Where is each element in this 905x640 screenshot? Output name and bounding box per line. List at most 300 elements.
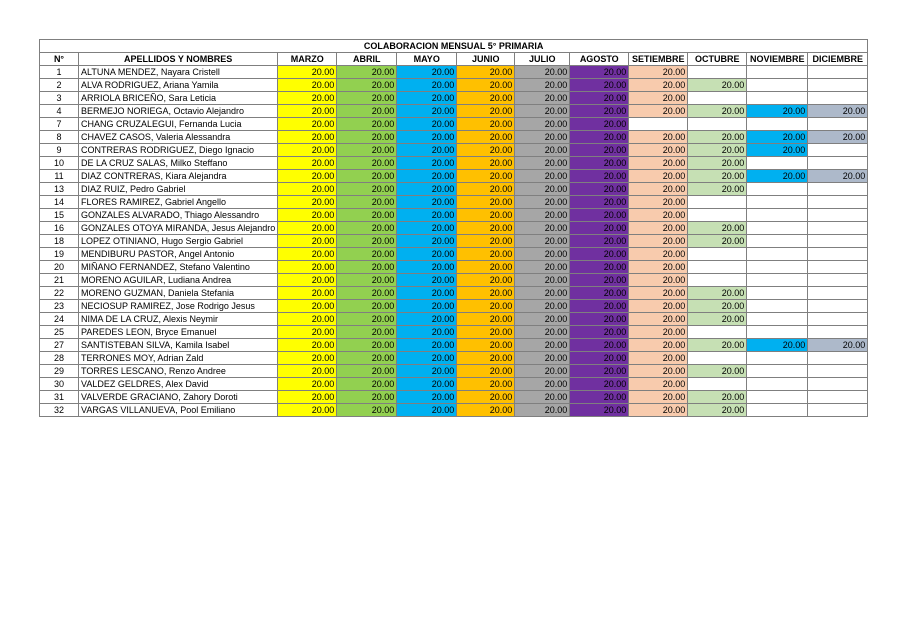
- payment-cell-setiembre[interactable]: 20.00: [629, 92, 688, 105]
- payment-cell-marzo[interactable]: 20.00: [278, 313, 337, 326]
- student-name-cell[interactable]: ARRIOLA BRICEÑO, Sara Leticia: [79, 92, 278, 105]
- payment-cell-julio[interactable]: 20.00: [515, 92, 570, 105]
- payment-cell-setiembre[interactable]: 20.00: [629, 404, 688, 417]
- payment-cell-octubre[interactable]: [688, 196, 747, 209]
- payment-cell-diciembre[interactable]: [808, 391, 868, 404]
- payment-cell-octubre[interactable]: 20.00: [688, 105, 747, 118]
- row-number-cell[interactable]: 16: [40, 222, 79, 235]
- payment-cell-junio[interactable]: 20.00: [457, 170, 515, 183]
- payment-cell-junio[interactable]: 20.00: [457, 66, 515, 79]
- row-number-cell[interactable]: 24: [40, 313, 79, 326]
- payment-cell-julio[interactable]: 20.00: [515, 274, 570, 287]
- payment-cell-agosto[interactable]: 20.00: [570, 157, 629, 170]
- student-name-cell[interactable]: CHAVEZ CASOS, Valeria Alessandra: [79, 131, 278, 144]
- payment-cell-setiembre[interactable]: 20.00: [629, 339, 688, 352]
- payment-cell-diciembre[interactable]: [808, 300, 868, 313]
- payment-cell-setiembre[interactable]: 20.00: [629, 235, 688, 248]
- payment-cell-noviembre[interactable]: [747, 183, 808, 196]
- payment-cell-setiembre[interactable]: 20.00: [629, 183, 688, 196]
- payment-cell-abril[interactable]: 20.00: [337, 404, 397, 417]
- payment-cell-mayo[interactable]: 20.00: [397, 79, 457, 92]
- payment-cell-octubre[interactable]: [688, 92, 747, 105]
- payment-cell-diciembre[interactable]: [808, 235, 868, 248]
- payment-cell-noviembre[interactable]: [747, 157, 808, 170]
- payment-cell-junio[interactable]: 20.00: [457, 313, 515, 326]
- payment-cell-noviembre[interactable]: [747, 261, 808, 274]
- payment-cell-mayo[interactable]: 20.00: [397, 66, 457, 79]
- payment-cell-agosto[interactable]: 20.00: [570, 339, 629, 352]
- payment-cell-abril[interactable]: 20.00: [337, 391, 397, 404]
- student-name-cell[interactable]: PAREDES LEON, Bryce Emanuel: [79, 326, 278, 339]
- payment-cell-julio[interactable]: 20.00: [515, 404, 570, 417]
- payment-cell-agosto[interactable]: 20.00: [570, 170, 629, 183]
- payment-cell-octubre[interactable]: 20.00: [688, 235, 747, 248]
- payment-cell-junio[interactable]: 20.00: [457, 287, 515, 300]
- payment-cell-mayo[interactable]: 20.00: [397, 183, 457, 196]
- payment-cell-mayo[interactable]: 20.00: [397, 248, 457, 261]
- payment-cell-junio[interactable]: 20.00: [457, 352, 515, 365]
- payment-cell-setiembre[interactable]: 20.00: [629, 144, 688, 157]
- student-name-cell[interactable]: VALVERDE GRACIANO, Zahory Doroti: [79, 391, 278, 404]
- payment-cell-diciembre[interactable]: [808, 196, 868, 209]
- payment-cell-marzo[interactable]: 20.00: [278, 79, 337, 92]
- payment-cell-junio[interactable]: 20.00: [457, 92, 515, 105]
- payment-cell-julio[interactable]: 20.00: [515, 209, 570, 222]
- student-name-cell[interactable]: DIAZ CONTRERAS, Kiara Alejandra: [79, 170, 278, 183]
- payment-cell-noviembre[interactable]: [747, 313, 808, 326]
- row-number-cell[interactable]: 23: [40, 300, 79, 313]
- payment-cell-julio[interactable]: 20.00: [515, 66, 570, 79]
- payment-cell-agosto[interactable]: 20.00: [570, 209, 629, 222]
- payment-cell-octubre[interactable]: [688, 352, 747, 365]
- payment-cell-julio[interactable]: 20.00: [515, 300, 570, 313]
- row-number-cell[interactable]: 31: [40, 391, 79, 404]
- payment-cell-noviembre[interactable]: [747, 365, 808, 378]
- payment-cell-octubre[interactable]: [688, 66, 747, 79]
- payment-cell-julio[interactable]: 20.00: [515, 183, 570, 196]
- payment-cell-abril[interactable]: 20.00: [337, 105, 397, 118]
- row-number-cell[interactable]: 1: [40, 66, 79, 79]
- row-number-cell[interactable]: 13: [40, 183, 79, 196]
- payment-cell-abril[interactable]: 20.00: [337, 157, 397, 170]
- student-name-cell[interactable]: GONZALES ALVARADO, Thiago Alessandro: [79, 209, 278, 222]
- payment-cell-setiembre[interactable]: 20.00: [629, 157, 688, 170]
- payment-cell-noviembre[interactable]: [747, 287, 808, 300]
- row-number-cell[interactable]: 10: [40, 157, 79, 170]
- payment-cell-octubre[interactable]: [688, 378, 747, 391]
- payment-cell-octubre[interactable]: 20.00: [688, 300, 747, 313]
- payment-cell-junio[interactable]: 20.00: [457, 274, 515, 287]
- student-name-cell[interactable]: ALVA RODRIGUEZ, Ariana Yamila: [79, 79, 278, 92]
- payment-cell-julio[interactable]: 20.00: [515, 157, 570, 170]
- payment-cell-junio[interactable]: 20.00: [457, 183, 515, 196]
- payment-cell-noviembre[interactable]: [747, 79, 808, 92]
- payment-cell-julio[interactable]: 20.00: [515, 378, 570, 391]
- payment-cell-marzo[interactable]: 20.00: [278, 144, 337, 157]
- payment-cell-noviembre[interactable]: [747, 248, 808, 261]
- row-number-cell[interactable]: 29: [40, 365, 79, 378]
- payment-cell-abril[interactable]: 20.00: [337, 118, 397, 131]
- payment-cell-julio[interactable]: 20.00: [515, 131, 570, 144]
- payment-cell-junio[interactable]: 20.00: [457, 248, 515, 261]
- row-number-cell[interactable]: 9: [40, 144, 79, 157]
- payment-cell-noviembre[interactable]: [747, 235, 808, 248]
- payment-cell-marzo[interactable]: 20.00: [278, 105, 337, 118]
- payment-cell-abril[interactable]: 20.00: [337, 183, 397, 196]
- payment-cell-mayo[interactable]: 20.00: [397, 404, 457, 417]
- payment-cell-julio[interactable]: 20.00: [515, 170, 570, 183]
- payment-cell-noviembre[interactable]: [747, 326, 808, 339]
- student-name-cell[interactable]: TORRES LESCANO, Renzo Andree: [79, 365, 278, 378]
- payment-cell-diciembre[interactable]: [808, 209, 868, 222]
- payment-cell-junio[interactable]: 20.00: [457, 261, 515, 274]
- payment-cell-julio[interactable]: 20.00: [515, 391, 570, 404]
- payment-cell-octubre[interactable]: [688, 261, 747, 274]
- student-name-cell[interactable]: VALDEZ GELDRES, Alex David: [79, 378, 278, 391]
- payment-cell-julio[interactable]: 20.00: [515, 235, 570, 248]
- payment-cell-mayo[interactable]: 20.00: [397, 287, 457, 300]
- payment-cell-octubre[interactable]: 20.00: [688, 365, 747, 378]
- payment-cell-noviembre[interactable]: [747, 378, 808, 391]
- student-name-cell[interactable]: MORENO GUZMAN, Daniela Stefania: [79, 287, 278, 300]
- payment-cell-noviembre[interactable]: [747, 118, 808, 131]
- payment-cell-setiembre[interactable]: 20.00: [629, 313, 688, 326]
- payment-cell-agosto[interactable]: 20.00: [570, 131, 629, 144]
- payment-cell-agosto[interactable]: 20.00: [570, 79, 629, 92]
- payment-cell-marzo[interactable]: 20.00: [278, 404, 337, 417]
- payment-cell-agosto[interactable]: 20.00: [570, 183, 629, 196]
- row-number-cell[interactable]: 8: [40, 131, 79, 144]
- payment-cell-setiembre[interactable]: 20.00: [629, 352, 688, 365]
- payment-cell-abril[interactable]: 20.00: [337, 222, 397, 235]
- payment-cell-marzo[interactable]: 20.00: [278, 170, 337, 183]
- payment-cell-diciembre[interactable]: [808, 313, 868, 326]
- payment-cell-abril[interactable]: 20.00: [337, 339, 397, 352]
- payment-cell-setiembre[interactable]: 20.00: [629, 274, 688, 287]
- payment-cell-octubre[interactable]: 20.00: [688, 144, 747, 157]
- payment-cell-marzo[interactable]: 20.00: [278, 196, 337, 209]
- payment-cell-julio[interactable]: 20.00: [515, 326, 570, 339]
- row-number-cell[interactable]: 2: [40, 79, 79, 92]
- payment-cell-noviembre[interactable]: [747, 222, 808, 235]
- payment-cell-marzo[interactable]: 20.00: [278, 235, 337, 248]
- payment-cell-octubre[interactable]: 20.00: [688, 404, 747, 417]
- row-number-cell[interactable]: 7: [40, 118, 79, 131]
- payment-cell-setiembre[interactable]: 20.00: [629, 170, 688, 183]
- payment-cell-agosto[interactable]: 20.00: [570, 313, 629, 326]
- payment-cell-setiembre[interactable]: 20.00: [629, 261, 688, 274]
- payment-cell-mayo[interactable]: 20.00: [397, 144, 457, 157]
- payment-cell-noviembre[interactable]: [747, 404, 808, 417]
- payment-cell-junio[interactable]: 20.00: [457, 404, 515, 417]
- payment-cell-mayo[interactable]: 20.00: [397, 209, 457, 222]
- payment-cell-diciembre[interactable]: [808, 66, 868, 79]
- payment-cell-abril[interactable]: 20.00: [337, 352, 397, 365]
- payment-cell-setiembre[interactable]: 20.00: [629, 365, 688, 378]
- payment-cell-diciembre[interactable]: [808, 248, 868, 261]
- payment-cell-abril[interactable]: 20.00: [337, 365, 397, 378]
- payment-cell-mayo[interactable]: 20.00: [397, 326, 457, 339]
- payment-cell-abril[interactable]: 20.00: [337, 287, 397, 300]
- payment-cell-noviembre[interactable]: [747, 274, 808, 287]
- payment-cell-octubre[interactable]: [688, 209, 747, 222]
- payment-cell-setiembre[interactable]: 20.00: [629, 66, 688, 79]
- payment-cell-abril[interactable]: 20.00: [337, 209, 397, 222]
- payment-cell-diciembre[interactable]: [808, 287, 868, 300]
- payment-cell-julio[interactable]: 20.00: [515, 287, 570, 300]
- payment-cell-diciembre[interactable]: [808, 352, 868, 365]
- payment-cell-mayo[interactable]: 20.00: [397, 105, 457, 118]
- payment-cell-abril[interactable]: 20.00: [337, 131, 397, 144]
- payment-cell-marzo[interactable]: 20.00: [278, 118, 337, 131]
- payment-cell-diciembre[interactable]: [808, 222, 868, 235]
- payment-cell-setiembre[interactable]: 20.00: [629, 131, 688, 144]
- payment-cell-junio[interactable]: 20.00: [457, 339, 515, 352]
- payment-cell-diciembre[interactable]: [808, 118, 868, 131]
- payment-cell-abril[interactable]: 20.00: [337, 313, 397, 326]
- student-name-cell[interactable]: MIÑANO FERNANDEZ, Stefano Valentino: [79, 261, 278, 274]
- payment-cell-noviembre[interactable]: [747, 300, 808, 313]
- row-number-cell[interactable]: 14: [40, 196, 79, 209]
- row-number-cell[interactable]: 11: [40, 170, 79, 183]
- payment-cell-junio[interactable]: 20.00: [457, 378, 515, 391]
- payment-cell-octubre[interactable]: 20.00: [688, 287, 747, 300]
- payment-cell-agosto[interactable]: 20.00: [570, 261, 629, 274]
- payment-cell-mayo[interactable]: 20.00: [397, 339, 457, 352]
- payment-cell-junio[interactable]: 20.00: [457, 365, 515, 378]
- payment-cell-octubre[interactable]: 20.00: [688, 157, 747, 170]
- payment-cell-abril[interactable]: 20.00: [337, 92, 397, 105]
- payment-cell-marzo[interactable]: 20.00: [278, 274, 337, 287]
- payment-cell-diciembre[interactable]: 20.00: [808, 170, 868, 183]
- payment-cell-mayo[interactable]: 20.00: [397, 352, 457, 365]
- row-number-cell[interactable]: 25: [40, 326, 79, 339]
- payment-cell-marzo[interactable]: 20.00: [278, 209, 337, 222]
- student-name-cell[interactable]: MENDIBURU PASTOR, Angel Antonio: [79, 248, 278, 261]
- payment-cell-noviembre[interactable]: 20.00: [747, 170, 808, 183]
- payment-cell-octubre[interactable]: 20.00: [688, 131, 747, 144]
- payment-cell-noviembre[interactable]: [747, 391, 808, 404]
- payment-cell-marzo[interactable]: 20.00: [278, 66, 337, 79]
- payment-cell-mayo[interactable]: 20.00: [397, 118, 457, 131]
- payment-cell-junio[interactable]: 20.00: [457, 144, 515, 157]
- payment-cell-mayo[interactable]: 20.00: [397, 235, 457, 248]
- payment-cell-octubre[interactable]: [688, 248, 747, 261]
- payment-cell-agosto[interactable]: 20.00: [570, 144, 629, 157]
- row-number-cell[interactable]: 21: [40, 274, 79, 287]
- payment-cell-mayo[interactable]: 20.00: [397, 365, 457, 378]
- payment-cell-setiembre[interactable]: 20.00: [629, 105, 688, 118]
- payment-cell-noviembre[interactable]: 20.00: [747, 131, 808, 144]
- student-name-cell[interactable]: LOPEZ OTINIANO, Hugo Sergio Gabriel: [79, 235, 278, 248]
- payment-cell-diciembre[interactable]: [808, 92, 868, 105]
- payment-cell-abril[interactable]: 20.00: [337, 248, 397, 261]
- payment-cell-noviembre[interactable]: [747, 196, 808, 209]
- payment-cell-junio[interactable]: 20.00: [457, 235, 515, 248]
- payment-cell-setiembre[interactable]: [629, 118, 688, 131]
- payment-cell-noviembre[interactable]: [747, 92, 808, 105]
- payment-cell-setiembre[interactable]: 20.00: [629, 248, 688, 261]
- payment-cell-julio[interactable]: 20.00: [515, 365, 570, 378]
- payment-cell-marzo[interactable]: 20.00: [278, 157, 337, 170]
- payment-cell-abril[interactable]: 20.00: [337, 79, 397, 92]
- payment-cell-octubre[interactable]: 20.00: [688, 170, 747, 183]
- payment-cell-mayo[interactable]: 20.00: [397, 300, 457, 313]
- student-name-cell[interactable]: BERMEJO NORIEGA, Octavio Alejandro: [79, 105, 278, 118]
- payment-cell-julio[interactable]: 20.00: [515, 339, 570, 352]
- payment-cell-abril[interactable]: 20.00: [337, 170, 397, 183]
- payment-cell-mayo[interactable]: 20.00: [397, 378, 457, 391]
- payment-cell-octubre[interactable]: 20.00: [688, 79, 747, 92]
- payment-cell-agosto[interactable]: 20.00: [570, 235, 629, 248]
- payment-cell-setiembre[interactable]: 20.00: [629, 287, 688, 300]
- payment-cell-julio[interactable]: 20.00: [515, 352, 570, 365]
- payment-cell-marzo[interactable]: 20.00: [278, 248, 337, 261]
- payment-cell-noviembre[interactable]: [747, 209, 808, 222]
- payment-cell-mayo[interactable]: 20.00: [397, 313, 457, 326]
- payment-cell-junio[interactable]: 20.00: [457, 131, 515, 144]
- row-number-cell[interactable]: 27: [40, 339, 79, 352]
- payment-cell-setiembre[interactable]: 20.00: [629, 326, 688, 339]
- row-number-cell[interactable]: 30: [40, 378, 79, 391]
- payment-cell-marzo[interactable]: 20.00: [278, 287, 337, 300]
- payment-cell-junio[interactable]: 20.00: [457, 118, 515, 131]
- payment-cell-julio[interactable]: 20.00: [515, 118, 570, 131]
- payment-cell-diciembre[interactable]: [808, 378, 868, 391]
- payment-cell-octubre[interactable]: 20.00: [688, 222, 747, 235]
- payment-cell-marzo[interactable]: 20.00: [278, 92, 337, 105]
- payment-cell-junio[interactable]: 20.00: [457, 391, 515, 404]
- payment-cell-junio[interactable]: 20.00: [457, 157, 515, 170]
- row-number-cell[interactable]: 3: [40, 92, 79, 105]
- payment-cell-setiembre[interactable]: 20.00: [629, 209, 688, 222]
- payment-cell-julio[interactable]: 20.00: [515, 222, 570, 235]
- student-name-cell[interactable]: DIAZ RUIZ, Pedro Gabriel: [79, 183, 278, 196]
- payment-cell-diciembre[interactable]: [808, 404, 868, 417]
- payment-cell-octubre[interactable]: 20.00: [688, 391, 747, 404]
- payment-cell-julio[interactable]: 20.00: [515, 105, 570, 118]
- row-number-cell[interactable]: 19: [40, 248, 79, 261]
- payment-cell-abril[interactable]: 20.00: [337, 274, 397, 287]
- payment-cell-marzo[interactable]: 20.00: [278, 222, 337, 235]
- payment-cell-abril[interactable]: 20.00: [337, 144, 397, 157]
- student-name-cell[interactable]: NECIOSUP RAMIREZ, Jose Rodrigo Jesus: [79, 300, 278, 313]
- payment-cell-abril[interactable]: 20.00: [337, 378, 397, 391]
- student-name-cell[interactable]: VARGAS VILLANUEVA, Pool Emiliano: [79, 404, 278, 417]
- student-name-cell[interactable]: SANTISTEBAN SILVA, Kamila Isabel: [79, 339, 278, 352]
- student-name-cell[interactable]: GONZALES OTOYA MIRANDA, Jesus Alejandro: [79, 222, 278, 235]
- payment-cell-abril[interactable]: 20.00: [337, 66, 397, 79]
- payment-cell-agosto[interactable]: 20.00: [570, 222, 629, 235]
- row-number-cell[interactable]: 20: [40, 261, 79, 274]
- payment-cell-mayo[interactable]: 20.00: [397, 131, 457, 144]
- payment-cell-abril[interactable]: 20.00: [337, 196, 397, 209]
- payment-cell-junio[interactable]: 20.00: [457, 105, 515, 118]
- payment-cell-diciembre[interactable]: [808, 274, 868, 287]
- payment-cell-mayo[interactable]: 20.00: [397, 222, 457, 235]
- payment-cell-abril[interactable]: 20.00: [337, 300, 397, 313]
- payment-cell-abril[interactable]: 20.00: [337, 261, 397, 274]
- payment-cell-marzo[interactable]: 20.00: [278, 300, 337, 313]
- payment-cell-junio[interactable]: 20.00: [457, 196, 515, 209]
- payment-cell-marzo[interactable]: 20.00: [278, 391, 337, 404]
- payment-cell-diciembre[interactable]: 20.00: [808, 131, 868, 144]
- payment-cell-julio[interactable]: 20.00: [515, 79, 570, 92]
- row-number-cell[interactable]: 15: [40, 209, 79, 222]
- payment-cell-diciembre[interactable]: [808, 183, 868, 196]
- payment-cell-noviembre[interactable]: 20.00: [747, 105, 808, 118]
- payment-cell-abril[interactable]: 20.00: [337, 235, 397, 248]
- payment-cell-setiembre[interactable]: 20.00: [629, 196, 688, 209]
- row-number-cell[interactable]: 32: [40, 404, 79, 417]
- payment-cell-agosto[interactable]: 20.00: [570, 365, 629, 378]
- payment-cell-agosto[interactable]: 20.00: [570, 404, 629, 417]
- payment-cell-junio[interactable]: 20.00: [457, 300, 515, 313]
- payment-cell-agosto[interactable]: 20.00: [570, 391, 629, 404]
- student-name-cell[interactable]: ALTUNA MENDEZ, Nayara Cristell: [79, 66, 278, 79]
- payment-cell-agosto[interactable]: 20.00: [570, 196, 629, 209]
- payment-cell-agosto[interactable]: 20.00: [570, 326, 629, 339]
- payment-cell-noviembre[interactable]: [747, 352, 808, 365]
- payment-cell-junio[interactable]: 20.00: [457, 79, 515, 92]
- payment-cell-mayo[interactable]: 20.00: [397, 261, 457, 274]
- payment-cell-setiembre[interactable]: 20.00: [629, 79, 688, 92]
- payment-cell-noviembre[interactable]: 20.00: [747, 339, 808, 352]
- payment-cell-junio[interactable]: 20.00: [457, 326, 515, 339]
- payment-cell-marzo[interactable]: 20.00: [278, 261, 337, 274]
- payment-cell-diciembre[interactable]: [808, 144, 868, 157]
- payment-cell-marzo[interactable]: 20.00: [278, 365, 337, 378]
- payment-cell-julio[interactable]: 20.00: [515, 196, 570, 209]
- payment-cell-diciembre[interactable]: 20.00: [808, 339, 868, 352]
- payment-cell-octubre[interactable]: [688, 118, 747, 131]
- payment-cell-abril[interactable]: 20.00: [337, 326, 397, 339]
- student-name-cell[interactable]: FLORES RAMIREZ, Gabriel Angello: [79, 196, 278, 209]
- payment-cell-marzo[interactable]: 20.00: [278, 378, 337, 391]
- payment-cell-noviembre[interactable]: [747, 66, 808, 79]
- payment-cell-diciembre[interactable]: [808, 326, 868, 339]
- payment-cell-mayo[interactable]: 20.00: [397, 274, 457, 287]
- row-number-cell[interactable]: 28: [40, 352, 79, 365]
- row-number-cell[interactable]: 4: [40, 105, 79, 118]
- student-name-cell[interactable]: CONTRERAS RODRIGUEZ, Diego Ignacio: [79, 144, 278, 157]
- student-name-cell[interactable]: MORENO AGUILAR, Ludiana Andrea: [79, 274, 278, 287]
- payment-cell-diciembre[interactable]: [808, 365, 868, 378]
- payment-cell-agosto[interactable]: 20.00: [570, 105, 629, 118]
- payment-cell-octubre[interactable]: 20.00: [688, 183, 747, 196]
- payment-cell-diciembre[interactable]: 20.00: [808, 105, 868, 118]
- payment-cell-diciembre[interactable]: [808, 79, 868, 92]
- row-number-cell[interactable]: 22: [40, 287, 79, 300]
- payment-cell-julio[interactable]: 20.00: [515, 144, 570, 157]
- payment-cell-agosto[interactable]: 20.00: [570, 378, 629, 391]
- payment-cell-octubre[interactable]: 20.00: [688, 339, 747, 352]
- payment-cell-mayo[interactable]: 20.00: [397, 157, 457, 170]
- payment-cell-mayo[interactable]: 20.00: [397, 92, 457, 105]
- payment-cell-setiembre[interactable]: 20.00: [629, 222, 688, 235]
- payment-cell-octubre[interactable]: [688, 274, 747, 287]
- payment-cell-diciembre[interactable]: [808, 261, 868, 274]
- payment-cell-agosto[interactable]: 20.00: [570, 66, 629, 79]
- payment-cell-agosto[interactable]: 20.00: [570, 274, 629, 287]
- student-name-cell[interactable]: TERRONES MOY, Adrian Zald: [79, 352, 278, 365]
- payment-cell-julio[interactable]: 20.00: [515, 261, 570, 274]
- payment-cell-marzo[interactable]: 20.00: [278, 339, 337, 352]
- student-name-cell[interactable]: CHANG CRUZALEGUI, Fernanda Lucia: [79, 118, 278, 131]
- payment-cell-marzo[interactable]: 20.00: [278, 326, 337, 339]
- payment-cell-noviembre[interactable]: 20.00: [747, 144, 808, 157]
- payment-cell-junio[interactable]: 20.00: [457, 222, 515, 235]
